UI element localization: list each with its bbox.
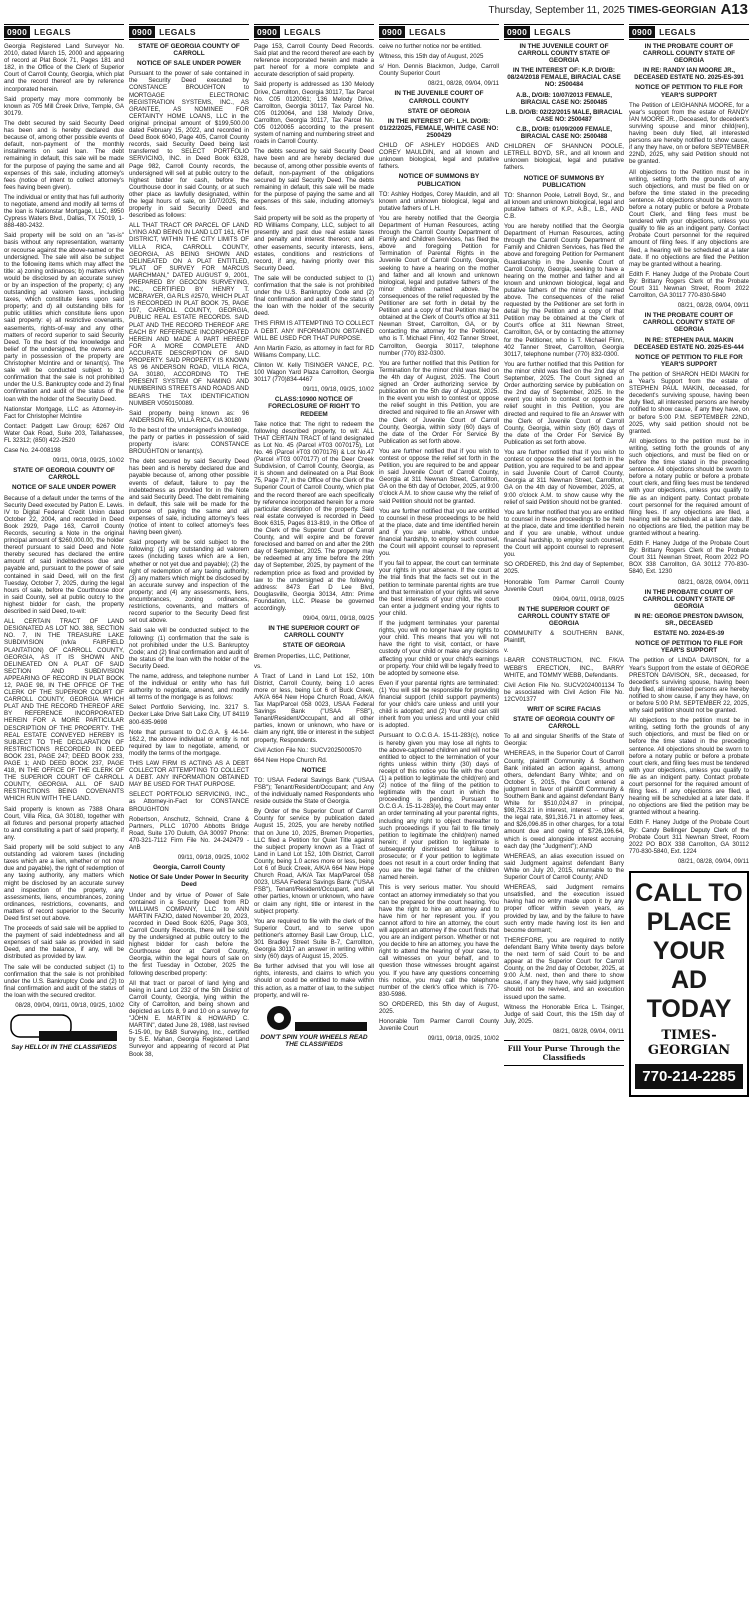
notice-heading: IN RE: RANDY IAN MOORE JR., DECEASED ESTATE NO. 2025-ES-391 [634, 67, 744, 82]
notice-paragraph: You are further notified that if you wish to contest or oppose the relief set forth in the Petition, you are required to be and appear in said Juvenile Court of Carroll County, Georgia at 311 Newnan Street, Carrollton, GA on the 4th day of November, 2025, at 9:00 o'clock A.M. to show cause why the relief of said Petition should not be granted. [504, 448, 624, 506]
publication-dates: 08/21, 08/28, 09/04, 09/11 [427, 80, 499, 88]
notice-heading: NOTICE OF SUMMONS BY PUBLICATION [398, 173, 480, 188]
notice-heading: Georgia, Carroll County [152, 864, 226, 872]
notice-paragraph: Select Portfolio Servicing, Inc. 3217 S. Decker Lake Drive Salt Lake City, UT 84119 800-635-9698 [129, 704, 249, 726]
phone-number[interactable]: 770-214-2285 [635, 1064, 743, 1089]
notice-paragraph: Witness the Honorable Erica L. Tisinger, Judge of said Court, this the 15th day of July, 2025. [504, 1003, 624, 1025]
section-header [129, 24, 249, 40]
column-4 [379, 24, 499, 1592]
publication-dates: 09/11, 09/18, 09/25, 10/02 [427, 1035, 499, 1043]
notice-paragraph: 664 New Hope Church Rd. [254, 756, 328, 764]
speech-bubble-icon [9, 1013, 119, 1043]
publication-dates: 08/21, 08/28, 09/04, 09/11 [677, 857, 749, 865]
notice-paragraph: The debt secured by said Security Deed has been and is hereby declared due and payable because of, among other possible events of default, failure to pay the indebtedness as provided for in the Note and said Security Deed. The debt remaining in default, this sale will be made for the purpose of paying the same and all expenses of sale, including attorney's fees (notice of intent to collect attorney's fees having been given). [129, 458, 249, 537]
dont-spin-wheels-logo [254, 1003, 374, 1048]
notice-paragraph: Said property being known as: 96 ANDERSON RD, VILLA RICA, GA 30180 [129, 409, 249, 424]
notice-paragraph: COMMUNITY & SOUTHERN BANK, Plaintiff, [504, 630, 624, 645]
say-hello-classifieds-logo [4, 1013, 124, 1051]
notice-paragraph: The petition of SHARON HEIDI MAKIN for a Year's Support from the estate of STEPHEN PAUL MAKIN, deceased, for decedent's surviving spouse, having been duly filed, all interested persons are hereby notified to show cause, if any they have, on or before 5:00 P.M. SEPTEMBER 22ND, 2025, why said petition should not be granted. [629, 370, 749, 435]
notice-heading: NOTICE OF PETITION TO FILE FOR YEAR'S SUPPORT [635, 84, 743, 99]
notice-paragraph: vs. [254, 662, 262, 670]
notice-heading: IN THE JUVENILE COURT OF CARROLL COUNTY [394, 90, 484, 105]
page-number: A13 [720, 1, 748, 18]
notice-paragraph: The petition of LINDA DAVISON, for a Year's Support from the estate of GEORGE PRESTON DAVISON, SR., deceased, for decedent's surviving spouse, having been duly filed, all interested persons are hereby notified to show cause, if any they have, on or before 5:00 P.M. SEPTEMBER 22, 2025, why said petition should not be granted. [629, 657, 749, 715]
notice-heading: Notice Of Sale Under Power In Security Deed [129, 874, 249, 889]
notice-heading: L.B. D/O/B: 02/22/2015 MALE, BIRACIAL CASE NO: 2500487 [505, 108, 623, 123]
notice-paragraph: SO ORDERED, this 5th day of August, 2025. [379, 1000, 499, 1015]
column-3 [254, 24, 374, 1592]
notice-paragraph: Said property may more commonly be known as 705 Mill Creek Drive, Temple, GA 30179. [4, 95, 124, 117]
notice-paragraph: Honorable Tom Parmer Carroll County Juvenile Court [504, 578, 624, 593]
notice-paragraph: All objections to the Petition must be in writing, setting forth the grounds of any such objections, and must be filed on or before the time stated in the preceding sentence. All objections should be sworn to before a notary public or before a Probate Court Clerk, and filing fees must be tendered with your objections, unless you qualify to file as an indigent party. Contact Probate Court personnel for the required amount of filing fees. If any objections are filed, a hearing will be scheduled at a later date. If no objections are filed the Petition may be granted without a hearing. [629, 168, 749, 268]
notice-paragraph: You are hereby notified that the Georgia Department of Human Resources, acting through the Carroll County Department of Family and Children Services, has filed the above and foregoing Petition for Termination of Parental Rights in the Juvenile Court of Carroll County, Georgia, seeking to have a hearing on the mother and father and all known and unknown biological, legal and putative fathers of the minor children named above. The consequences of the relief requested by the Petitioner are set forth in detail by the Petition and a copy of that Petition may be obtained at the Clerk of Court's office at 311 Newnan Street, Carrollton, GA, or by contacting the attorney for the Petitioner, who is T. Michael Flinn, 402 Tanner Street, Carrollton, Georgia 30117, telephone number (770) 832-0300. [379, 214, 499, 357]
notice-heading: IN THE SUPERIOR COURT OF CARROLL COUNTY STATE OF GEORGIA [517, 605, 611, 628]
notice-paragraph: All objections to the petition must be in writing, setting forth the grounds of any such objections, and must be filed on or before the time stated in the preceding sentence. All objections should be sworn to before a notary public or before a probate court clerk, and filing fees must be tendered with your objections, unless you qualify to file as an indigent party. Contact probate court personnel for the required amount of filing fees. If any objections are filed, a hearing will be scheduled at a later date. If no objections are filed, the petition may be granted without a hearing. [629, 437, 749, 537]
section-header [4, 24, 124, 40]
notice-paragraph: Note that pursuant to O.C.G.A. § 44-14-162.2, the above individual or entity is not required by law to negotiate, amend, or modify the terms of the mortgage. [129, 728, 249, 757]
notice-heading: IN RE: GEORGE PRESTON DAVISON, SR., DECEASED [634, 612, 744, 628]
notice-paragraph: The sale will be conducted subject (1) to confirmation that the sale is not prohibited under the U.S. Bankruptcy Code and (2) to final confirmation and audit of the status of the loan with the secured creditor. [4, 963, 124, 999]
notice-paragraph: Edith F. Haney Judge of the Probate Court By: Brittany Rogers Clerk of the Probate Court 311 Newnan Street, Room 2022 PO BOX 338 Carrollton, GA 30112 770-830-5840, Ext. 1230 [629, 540, 749, 576]
notice-paragraph: WHEREAS, an alias execution issued on said Judgment against defendant Barry White on July 20, 2015, returnable to the Superior Court of Carroll County; AND [504, 852, 624, 882]
notice-paragraph: The debts secured by said Security Deed have been and are hereby declared due because of, among other possible events of default, non-payment of the obligations secured by said Security Deed. The debts remaining in default, this sale will be made for the purpose of paying the same and all expenses of this sale, including attorney's fees. [254, 148, 374, 213]
notice-heading: NOTICE OF SALE UNDER POWER [11, 484, 117, 492]
publication-dates: 08/21, 08/28, 09/04, 09/11 [677, 578, 749, 586]
notice-paragraph: Because of a default under the terms of the Security Deed executed by Patton E. Lewis. IV to Digital Federal Credit Union dated October 22, 2004, and recorded in Deed Book 2929, Page 163, Carroll County Records, securing a Note in the original principal amount of $260,000.00, the holder thereof pursuant to said Deed and Note thereby secured has declared the entire amount of said indebtedness due and payable and, pursuant to the power of sale contained in said Deed, will on the first Tuesday, October 7, 2025, during the legal hours of sale, before the Courthouse door in said County, sell at public outcry to the highest bidder for cash, the property described in said Deed, to-wit: [4, 494, 124, 616]
notice-paragraph: Said property is addressed as 130 Melody Drive, Carrollton, Georgia 30117, Tax Parcel No. C05 0120061; 136 Melody Drive, Carrollton, Georgia 30117, Tax Parcel No. C05 0120064, and 138 Melody Drive, Carrollton, Georgia 30117, Tax Parcel No. C05 0120065 according to the present system of naming and numbering street and roads in Carroll County. [254, 81, 374, 146]
notice-paragraph: Even if your parental rights are terminated: (1) You will still be responsible for providing financial support (child support payments) for your child's care unless and until your child is adopted; and (2) Your child can still inherit from you unless and until your child is adopted. [379, 679, 499, 730]
notice-paragraph: Said property is known as 7388 Ohara Court, Villa Rica, GA 30180, together with all fixtures and personal property attached to and constituting a part of said property, if any. [4, 805, 124, 841]
notice-paragraph: Said property will be sold as the property of RD Williams Company, LLC, subject to all presently and past due real estate taxes and penalty and interest thereon; and all other easements, security interests, liens, estates, conditions and restrictions of record, if any, having priority over this Security Deed. [254, 215, 374, 272]
publication-dates: 09/11, 09/18, 09/25, 10/02 [302, 386, 374, 394]
publication-dates: 08/28, 09/04, 09/11, 09/18, 09/25, 10/02 [15, 1002, 124, 1009]
notice-paragraph: The individual or entity that has full authority to negotiate, amend and modify all terms of the loan is Nationstar Mortgage, LLC, 8950 Cypress Waters Blvd., Dallas, TX 75019, 1-888-480-2432. [4, 193, 124, 230]
section-label: LEGALS [284, 27, 321, 37]
notice-heading: STATE OF GEORGIA COUNTY OF CARROLL [138, 43, 240, 58]
notice-paragraph: To all and singular Sheriffs of the State of Georgia: [504, 733, 624, 748]
notice-paragraph: Be further advised that you will lose all rights, interests, and claims to which you should or could be entitled to make within this action, as a matter of law, to the subject property, and will re- [254, 963, 374, 999]
notice-heading: NOTICE [301, 766, 327, 774]
notice-paragraph: Civil Action File No.: SUCV2025000570 [254, 746, 362, 754]
publication-dates: 09/04, 09/11, 09/18, 09/25 [302, 615, 374, 623]
notice-heading: IN THE PROBATE COURT OF CARROLL COUNTY STATE OF GEORGIA [642, 43, 736, 65]
notice-paragraph: Take notice that: The right to redeem the following described property, to wit: ALL THAT CERTAIN TRACT of land designated as Lot No. 45 (Parcel #T03 0070175), Lot No. 46 (Parcel #T03 0070176) & Lot No.47 (Parcel #T03 0070177) of the Deer Creek Subdivision, of Carroll County, Georgia, as it is shown and delineated on a Plat Book 75, Page 77, in the Office of the Clerk of the Superior Court of Carroll County, which plat and the record thereof are each specifically by reference incorporated herein for a more particular description of the property. Said real estate conveyed is recorded in Deed Book 6315, Pages 813-819, in the Office of the Clerk of the Superior Court of Carroll County, and will expire and be forever foreclosed and barred on and after the 29th day of September, 2025. The property may be redeemed at any time before the 29th day of September, 2025, by payment of the redemption price as fixed and provided by law to the undersigned at the following address: 8473 Earl D Lee Blvd, Douglasville, Georgia 30134, Attn: Prime Foundation, LLC. Please be governed accordingly. [254, 420, 374, 613]
notice-heading: A.B., D/O/B: 10/07/2013 FEMALE, BIRACIAL CASE NO: 2500485 [516, 91, 612, 106]
notice-paragraph: Said sale will be conducted subject to the following: (1) confirmation that the sale is not prohibited under the U.S. Bankruptcy Code; and (2) final confirmation and audit of the status of the loan with the holder of the Security Deed. [129, 627, 249, 670]
notice-paragraph: Contact: Padgett Law Group; 6267 Old Water Oak Road, Suite 203, Tallahassee, FL 32312; (850) 422-2520 [4, 422, 124, 444]
notice-heading: IN THE PROBATE COURT OF CARROLL COUNTY STATE OF GEORGIA [642, 588, 736, 610]
notice-paragraph: Robertson, Anschutz, Schneid, Crane & Partners, PLLC 10700 Abbotts Bridge Road, Suite 170 Duluth, GA 30097 Phone: 470-321-7112 Firm File No. 24-242479 - AnB [129, 815, 249, 852]
notice-heading: NOTICE OF SALE UNDER POWER [136, 60, 242, 68]
notice-paragraph: All that tract or parcel of land lying and being in Land Lot 232 of the 5th District of Carroll County, Georgia, lying within the City of Carrollton, and being shown and depicted as Lots 8, 9 and 10 on a survey for "JOHN E. MARTIN & HOWARD C. MARTIN", dated June 28, 1988, last revised 5-15-90, by B&B Surveying, Inc., certified by S.E. Mahan, Georgia Registered Land Surveyor and appearing of record at Plat Book 38, [129, 979, 249, 1058]
notice-paragraph: The sale will be conducted subject to (1) confirmation that the sale is not prohibited under the U.S. Bankruptcy Code and (2) final confirmation and audit of the status of the loan with the holder of the security deed. [254, 274, 374, 318]
notice-paragraph: SELECT PORTFOLIO SERVICING, INC., as Attorney-in-Fact for CONSTANCE BROUGHTON [129, 791, 249, 813]
notice-heading: ESTATE NO. 2024-ES-39 [653, 630, 725, 638]
notice-heading: STATE OF GEORGIA COUNTY OF CARROLL [513, 716, 615, 731]
section-number: 0900 [379, 26, 405, 38]
notice-paragraph: Nationstar Mortgage, LLC as Attorney-in-Fact for Christopher McIntire [4, 405, 124, 420]
section-label: LEGALS [159, 27, 196, 37]
notice-paragraph: Clinton W. Kelly TISINGER VANCE, P.C. 100 Wagon Yard Plaza Carrollton, Georgia 30117 (770)834-4467 [254, 361, 374, 384]
issue-date: Thursday, September 11, 2025 TIMES-GEORGIAN [488, 5, 716, 16]
notice-paragraph: SO ORDERED, this 2nd day of September, 2025. [504, 561, 624, 576]
publication-dates: 09/04, 09/11, 09/18, 09/25 [552, 595, 624, 603]
publication-dates: 09/11, 09/18, 09/25, 10/02 [177, 854, 249, 862]
notice-paragraph: ceive no further notice nor be entitled. [379, 43, 482, 50]
publication-dates: 08/21, 08/28, 09/04, 09/11 [677, 302, 749, 310]
notice-paragraph: ALL CERTAIN TRACT OF LAND DESIGNATED AS LOT NO. 388, SECTION NO. 7, IN THE TREASURE LAKE SUBDIVISION (n/k/a FAIRFIELD PLANTATION) OF CARROLL COUNTY, GEORGIA, AS IT IS SHOWN AND DELINEATED ON A PLAT OF SAID SECTION AND SUBDIVISION APPEARING OF RECORD IN PLAT BOOK 12, PAGE 98, IN THE OFFICE OF THE CLERK OF THE SUPERIOR COURT OF CARROLL COUNTY, GEORGIA WHICH PLAT AND THE RECORD THEREOF ARE BY REFERENCE INCORPORATED HEREIN FOR A MORE PARTICULAR DESCRIPTION OF THE PROPERTY. THE REAL ESTATE CONVEYED HEREBY IS SUBJECT TO THE DECLARATION OF RESTRICTIONS RECORDED IN DEED BOOK 231, PAGE 247; DEED BOOK 233, PAGE 1; AND DEED BOOK 237, PAGE 418, IN THE OFFICE OF THE CLERK OF THE SUPERIOR COURT OF CARROLL COUNTY, GEORGIA. ALL OF SAID RESTRICTIONS BEING COVENANTS WHICH RUN WITH THE LAND. [4, 618, 124, 803]
newspaper-logo: TIMES-GEORGIAN [647, 1028, 731, 1059]
publication-dates: 08/21, 08/28, 09/04, 09/11 [552, 1027, 624, 1035]
notice-paragraph: Honorable Tom Parmer Carroll County Juvenile Court [379, 1018, 499, 1033]
notice-heading: IN THE INTEREST OF: K.P. D/O/B: 08/24/2018 FEMALE, BIRACIAL CASE NO: 2500484 [507, 67, 621, 89]
tire-icon [259, 1003, 369, 1033]
notice-heading: CLASS:10900 NOTICE OF FORECLOSURE OF RIGHT TO REDEEM [268, 396, 360, 418]
notice-paragraph: THEREFORE, you are required to notify defendant Barry White twenty days before the next term of said Court to be and appear at the Superior Court for Carroll County, on the 2nd day of October, 2025, at 9:00 A.M. next, then and there to show cause, if any they have, why said judgment should not be revived, and an execution issued upon the same. [504, 936, 624, 1001]
notice-heading: STATE OF GEORGIA COUNTY OF CARROLL [13, 467, 115, 482]
column-6 [629, 24, 749, 1592]
notice-paragraph: Page 153, Carroll County Deed Records. Said plat and the record thereof are each by reference incorporated herein and made a part hereof for a more complete and accurate description of said property. [254, 43, 374, 79]
section-number: 0900 [504, 26, 530, 38]
notice-paragraph: You are further notified that you are entitled to counsel in these proceedings to be held at the place, date and time identified herein and if you are unable, without undue financial hardship, to employ such counsel, the Court will appoint counsel to represent you. [379, 507, 499, 558]
notice-paragraph: Civil Action File No. SUCV2024001134 To be associated with Civil Action File No. 12CV01377 [504, 681, 624, 703]
notice-heading: NOTICE OF SUMMONS BY PUBLICATION [523, 174, 605, 189]
notice-paragraph: You are further notified that if you wish to contest or oppose the relief set forth in the Petition, you are required to be and appear in said Juvenile Court of Carroll County, Georgia at 311 Newnan Street, Carrollton, GA on the 6th day of October, 2025, at 9:00 o'clock A.M. to show cause why the relief of said Petition should not be granted. [379, 447, 499, 505]
section-header [504, 24, 624, 40]
legals-columns [4, 24, 752, 1592]
logo-caption: DON'T SPIN YOUR WHEELS READ THE CLASSIFIEDS [260, 1033, 368, 1048]
notice-paragraph: THIS LAW FIRM IS ACTING AS A DEBT COLLECTOR ATTEMPTING TO COLLECT A DEBT. ANY INFORMATION OBTAINED MAY BE USED FOR THAT PURPOSE. [129, 760, 249, 789]
section-header [254, 24, 374, 40]
notice-paragraph: Under and by virtue of Power of Sale contained in a Security Deed from RD WILLIAMS COMPANY, LLC to ANN MARTIN FAZIO, dated November 20, 2023, recorded in Deed Book 6205, Page 303, Carroll County Records, there will be sold by the undersigned at public outcry to the highest bidder for cash before the Courthouse door at Carroll County, Georgia, within the legal hours of sale on the first Tuesday in October, 2025 the following described property: [129, 891, 249, 977]
notice-paragraph: All objections to the petition must be in writing, setting forth the grounds of any such objections, and must be filed on or before the time stated in the preceding sentence. All objections should be sworn to before a notary public or before a probate court clerk, and filing fees must be tendered with your objections, unless you qualify to file as an indigent party. Contact probate court personnel for the required amount of filing fees. If any objections are filed, a hearing will be scheduled at a later date. If no objections are filed the petition may be granted without a hearing. [629, 717, 749, 817]
notice-paragraph: You are further notified that this Petition for the minor child was filed on the 2nd day of September, 2025. The Court signed an Order authorizing service by publication on the 2nd day of September, 2025. In the event you wish to contest or oppose the relief sought in this Petition, you are directed and required to file an Answer with the Clerk of Juvenile Court of Carroll County, Georgia, within sixty (60) days of the date of the Order For Service By Publication as set forth above. [504, 360, 624, 446]
section-number: 0900 [129, 26, 155, 38]
notice-paragraph: WHEREAS, said Judgment remains unsatisfied, and the execution issued having had no entry made upon it by any proper officer within seven years, as provided by law, and by the failure to have such entry made having lost its lien and become dormant; [504, 884, 624, 934]
notice-heading: NOTICE OF PETITION TO FILE FOR YEAR'S SUPPORT [635, 640, 743, 655]
notice-paragraph: v. [504, 647, 509, 655]
notice-paragraph: CHILD OF ASHLEY HODGES AND COREY MAULDIN, and all known and unknown biological, legal and putative fathers. [379, 142, 499, 171]
notice-heading: IN THE SUPERIOR COURT OF CARROLL COUNTY [268, 625, 360, 640]
notice-paragraph: Said property will be sold subject to the following: (1) any outstanding ad valorem taxes (including taxes which are a lien, whether or not yet due and payable); (2) the right of redemption of any taxing authority; (3) any matters which might be disclosed by an accurate survey and inspection of the property; and (4) any assessments, liens, encumbrances, zoning ordinances, restrictions, covenants, and matters of record superior to the Security Deed first set out above. [129, 539, 249, 625]
notice-paragraph: If you fail to appear, the court can terminate your rights in your absence. If the court at the trial finds that the facts set out in the petition to terminate parental rights are true and that termination of your rights will serve the best interests of your child, the court can enter a judgment ending your rights to your child. [379, 560, 499, 617]
notice-paragraph: Edith F. Haney Judge of the Probate Court By: Brittany Rogers Clerk of the Probate Court 311 Newnan Street, Room 2022 Carrollton, GA 30117 770-830-5840 [629, 270, 749, 300]
notice-heading: IN RE: STEPHEN PAUL MAKIN DECEASED ESTATE NO. 2025-ES-444 [634, 336, 744, 351]
notice-paragraph: Said property will be sold on an "as-is" basis without any representation, warranty or recourse against the above-named or the undersigned. The sale will also be subject to the following items which may affect the title: a) zoning ordinances; b) matters which would be disclosed by an accurate survey or by an inspection of the property; c) any outstanding ad valorem taxes, including taxes, which constitute liens upon said property; and d) all outstanding bills for public utilities which constitute liens upon said property: e) all restrictive covenants, easements, rights-of-way and any other matters of record superior to said Security Deed. To the best of the knowledge and belief of the undersigned, the owners and party in possession of the property are Christopher McIntire and or tenant(s). The sale will be conducted subject to 1) confirmation that the sale is not prohibited under the U.S. Bankruptcy code and 2) final confirmation and audit of the status of the loan with the holder of the Security Deed. [4, 232, 124, 403]
notice-heading: STATE OF GEORGIA [282, 642, 346, 650]
section-label: LEGALS [534, 27, 571, 37]
notice-paragraph: The name, address, and telephone number of the individual or entity who has full authority to negotiate, amend, and modify all terms of the mortgage is as follows: [129, 672, 249, 702]
logo-caption: Say HELLO! IN THE CLASSIFIEDS [11, 1044, 117, 1052]
notice-paragraph: Pursuant to O.C.G.A. 15-11-283(c), notice is hereby given you may lose all rights to the above-captioned children and will not be entitled to object to the termination of your rights unless within thirty (30) days of receipt of this notice you file with the court (1) a petition to legitimate the child(ren) and (2) notice of the filing of the petition to legitimate with the court in which the proceeding is pending. Pursuant to O.C.G.A. 15-11-283(e), the Court may enter an order terminating all your parental rights, including any right to object thereafter to such proceedings if you fail to file timely petition to legitimate the child(ren) named herein; if your petition to legitimate is subsequently dismissed for failure to prosecute; or if your petition to legitimate does not result in a court order finding that you are the legal father of the children named herein. [379, 732, 499, 882]
notice-paragraph: ALL THAT TRACT OR PARCEL OF LAND LYING AND BEING IN LAND LOT 161, 6TH DISTRICT, WITHIN THE CITY LIMITS OF VILLA RICA, CARROLL COUNTY, GEORGIA, AS BEING SHOWN AND DELINEATED ON A PLAT ENTITLED, "PLAT OF SURVEY FOR MARCUS MARCHMAN," DATED AUGUST 9, 2001, PREPARED BY GEOCON SURVEYING, INC., CERTIFIED BY HENRY T. MCBRAYER, GA RLS #2570, WHICH PLAT IS RECORDED IN PLAT BOOK 75, PAGE 197, CARROLL COUNTY, GEORGIA, PUBLIC REAL ESTATE RECORDS. SAID PLAT AND THE RECORD THEREOF ARE EACH BY REFERENCE INCORPORATED HEREIN AND MADE A PART HEREOF FOR A MORE COMPLETE AND ACCURATE DESCRIPTION OF SAID PROPERTY. SAID PROPERTY IS KNOWN AS 96 ANDERSON ROAD, VILLA RICA, GA 30180, ACCORDING TO THE PRESENT SYSTEM OF NAMING AND NUMBERING STREETS AND ROADS AND BEARS THE TAX IDENTIFICATION NUMBER V050150089. [129, 222, 249, 407]
call-to-place-ad-promo [629, 871, 749, 1097]
notice-heading: IN THE PROBATE COURT OF CARROLL COUNTY STATE OF GEORGIA [642, 312, 736, 334]
classifieds-promo: Fill Your Purse Through the Classifieds [504, 1040, 624, 1066]
notice-paragraph: TO: Ashley Hodges, Corey Mauldin, and all known and unknown biological, legal and putative fathers of L.H. [379, 190, 499, 212]
promo-text: CALL TO PLACE YOUR AD TODAY [635, 879, 743, 1024]
notice-paragraph: TO: Shannon Poole, Letrell Boyd, Sr., and all known and unknown biological, legal and putative fathers of K.P., A.B., L.B., AND C.B. [504, 191, 624, 220]
notice-paragraph: A Tract of Land in Land Lot 152, 10th District, Carroll County, being 1.0 acres more or less, being Lot 6 of Buck Creek, A/K/A 664 New Hope Church Road, A/K/A Tax Map/Parcel 058 0023, USAA Federal Savings Bank ("USAA FSB"), Tenant/Resident/Occupant, and all other parties, known or unknown, who have or claim any right, title or interest in the subject property, Respondents. [254, 672, 374, 744]
notice-paragraph: Edith F. Haney Judge of the Probate Court By: Candy Bellinger Deputy Clerk of the Probate Court 311 Newnan Street, Room 2022 PO BOX 338 Carrollton, GA 30112 770-830-5840, Ext. 1224 [629, 819, 749, 855]
notice-paragraph: Case No. 24-008198 [4, 447, 61, 455]
section-header [379, 24, 499, 40]
column-2 [129, 24, 249, 1592]
notice-paragraph: Bremen Properties, LLC, Petitioner, [254, 652, 351, 660]
notice-paragraph: You are hereby notified that the Georgia Department of Human Resources, acting through the Carroll County Department of Family and Children Services, has filed the above and foregoing Petition for Permanent Guardianship in the Juvenile Court of Carroll County, Georgia, seeking to have a hearing on the mother and father and all known and unknown biological, legal and putative fathers of the minor child named above. The consequences of the relief requested by the Petitioner are set forth in detail by the Petition and a copy of that Petition may be obtained at the Clerk of Court's office at 311 Newnan Street, Carrollton, GA, or by contacting the attorney for the Petitioner, who is T. Michael Flinn, 402 Tanner Street, Carrollton, Georgia 30117, telephone number (770) 832-0300. [504, 223, 624, 358]
notice-heading: NOTICE OF PETITION TO FILE FOR YEAR'S SUPPORT [635, 353, 743, 368]
notice-paragraph: I-BARR CONSTRUCTION, INC. F/K/A WEBB'S ERECTION, INC., BARRY WHITE, and TOMMY WEBB, Defendants. [504, 657, 624, 679]
notice-heading: IN THE INTEREST OF: L.H. D/O/B: 01/22/2025, FEMALE, WHITE CASE NO: 2500429 [379, 117, 499, 139]
notice-paragraph: If the judgment terminates your parental rights, you will no longer have any rights to your child. This means that you will not have the right to visit, contact, or have custody of your child or make any decisions affecting your child or your child's earnings or property. Your child will be legally freed to be adopted by someone else. [379, 620, 499, 677]
notice-paragraph: Ann Martin Fazio, as attorney in fact for RD Williams Company, LLC. [254, 344, 374, 359]
notice-paragraph: To the best of the undersigned's knowledge, the party or parties in possession of said property is/are: CONSTANCE BROUGHTON or tenant(s). [129, 426, 249, 456]
section-number: 0900 [629, 26, 655, 38]
notice-paragraph: CHILDREN OF SHANNON POOLE, LETRELL BOYD, SR., and all known and unknown biological, legal and putative fathers. [504, 143, 624, 172]
notice-paragraph: Georgia Registered Land Surveyor No. 2010, dated March 15, 2000 and appearing of record at Plat Book 71, Pages 181 and 182, in the Office of the Clerk of Superior Court of Carroll County, Georgia, which plat and the record thereof are by reference incorporated herein. [4, 43, 124, 93]
notice-paragraph: THIS FIRM IS ATTEMPTING TO COLLECT A DEBT. ANY INFORMATION OBTAINED WILL BE USED FOR THAT PURPOSE. [254, 320, 374, 342]
notice-paragraph: Witness, this 15th day of August, 2025 [379, 53, 484, 61]
section-header [629, 24, 749, 40]
publication-dates: 09/11, 09/18, 09/25, 10/02 [52, 457, 124, 465]
notice-paragraph: The Petition of LEIGHANNA MOORE, for a year's support from the estate of RANDY IAN MOORE JR., Deceased, for decedent's surviving spouse and minor child(ren), having been duly filed, all interested persons are hereby notified to show cause, if any they have, on or before SEPTEMBER 22ND, 2025, why said Petition should not be granted. [629, 101, 749, 166]
section-label: LEGALS [34, 27, 71, 37]
section-label: LEGALS [409, 27, 446, 37]
notice-paragraph: Said property will be sold subject to any outstanding ad valorem taxes (including taxes which are a lien, whether or not now due and payable), the right of redemption of any taxing authority, any matters which might be disclosed by an accurate survey and inspection of the property, any assessments, liens, encumbrances, zoning ordinances, restrictions, covenants, and matters of record superior to the Security Deed first set out above. [4, 844, 124, 922]
notice-paragraph: WHEREAS, in the Superior Court of Carroll County, plaintiff Community & Southern Bank initiated an action against, among others, defendant Barry White; and on October 5, 2015, the Court entered a judgment in favor of plaintiff Community & Southern Bank and against defendant Barry White for $510,024.87 in principal, $98,753.21 in interest, interest -- other at the legal rate, $91,316.71 in attorney fees, and $26,096.85 in other charges, for a total amount due and owing of $726,196.64, which is owed alongside interest accruing each day (the "Judgment"); AND [504, 750, 624, 850]
notice-heading: C.B., D/O/B: 01/09/2009 FEMALE, BIRACIAL CASE NO: 2500488 [516, 125, 612, 141]
notice-paragraph: By Order of the Superior Court of Carroll County for service by publication dated August 15, 2025, you are hereby notified that on June 10, 2025, Bremen Properties, LLC filed a Petition for Quiet Title against the subject property known as a Tract of Land in Land Lot 152, 10th District, Carroll County, being 1.0 acres more or less, being Lot 6 of Buck Creek, A/K/A 664 New Hope Church Road, A/K/A Tax Map/Parcel 058 0023, USAA Federal Savings Bank ("USAA FSB"), Tenant/Resident/Occupant, and all other parties, known or unknown, who have or claim any right, title or interest in the subject property. [254, 808, 374, 915]
notice-paragraph: You are further notified that you are entitled to counsel in these proceedings to be held at the place, date and time identified herein and if you are unable, without undue financial hardship, to employ such counsel, the Court will appoint counsel to represent you. [504, 508, 624, 559]
section-label: LEGALS [659, 27, 696, 37]
notice-heading: STATE OF GEORGIA [407, 107, 471, 115]
column-1 [4, 24, 124, 1592]
notice-paragraph: Pursuant to the power of sale contained in the Security Deed executed by CONSTANCE BROUGHTON to MORTGAGE ELECTRONIC REGISTRATION SYSTEMS, INC., AS GRANTEE, AS NOMINEE FOR CERTAINTY HOME LOANS, LLC in the original principal amount of $199,500.00 dated February 15, 2022, and recorded in Deed Book 6040, Page 405, Carroll County records, said Security Deed being last transferred to SELECT PORTFOLIO SERVICING, INC. in Deed Book 6328, Page 982, Carroll County records, the undersigned will sell at public outcry to the highest bidder for cash, before the Courthouse door in said County, or at such other place as lawfully designated, within the legal hours of sale, on 10/7/2025, the property in said Security Deed and described as follows: [129, 70, 249, 220]
page-header [0, 0, 756, 20]
notice-paragraph: TO: USAA Federal Savings Bank ("USAA FSB"); Tenant/Resident/Occupant; and Any of the individually named Respondents who reside outside the State of Georgia. [254, 776, 374, 806]
notice-paragraph: This is very serious matter. You should contact an attorney immediately so that you can be prepared for the court hearing. You have the right to hire an attorney and to have him or her represent you. If you cannot afford to hire an attorney, the court will appoint an attorney if the court finds that you are an indigent person. Whether or not you decide to hire an attorney, you have the right to attend the hearing of your case, to call witnesses on your behalf, and to question those witnesses brought against you. If you have any questions concerning this notice, you may call the telephone number of the clerk's office which is 770-830-5986. [379, 884, 499, 998]
section-number: 0900 [4, 26, 30, 38]
notice-paragraph: The proceeds of said sale will be applied to the payment of said indebtedness and all expenses of said sale as provided in said Deed, and the balance, if any, will be distributed as provided by law. [4, 925, 124, 961]
section-number: 0900 [254, 26, 280, 38]
notice-heading: IN THE JUVENILE COURT OF CARROLL COUNTY STATE OF GEORGIA [517, 43, 611, 65]
notice-paragraph: s/ Hon. Dennis Blackmon, Judge, Carroll County Superior Court [379, 63, 499, 78]
notice-paragraph: You are required to file with the clerk of the Superior Court, and to serve upon petitioner's attorney Basil Law Group, LLC, 301 Bradley Street Suite B-7, Carrollton, Georgia 30117 an answer in writing within sixty (60) days of August 15, 2025. [254, 917, 374, 961]
column-5 [504, 24, 624, 1592]
notice-paragraph: You are further notified that this Petition for Termination for the minor child was filed on the 4th day of August, 2025. The Court signed an Order authorizing service by publication on the 5th day of August, 2025. In the event you wish to contest or oppose the relief sought in this Petition, you are directed and required to file an Answer with the Clerk of Juvenile Court of Carroll County, Georgia, within sixty (60) days of the date of the Order For Service By Publication as set forth above. [379, 359, 499, 445]
notice-paragraph: The debt secured by said Security Deed has been and is hereby declared due because of, among other possible events of default, non-payment of the monthly installments on said loan. The debt remaining in default, this sale will be made for the purpose of paying the same and all expenses of this sale, including attorney's fees (notice of intent to collect attorney's fees having been given). [4, 119, 124, 191]
notice-heading: WRIT OF SCIRE FACIAS [527, 705, 601, 713]
